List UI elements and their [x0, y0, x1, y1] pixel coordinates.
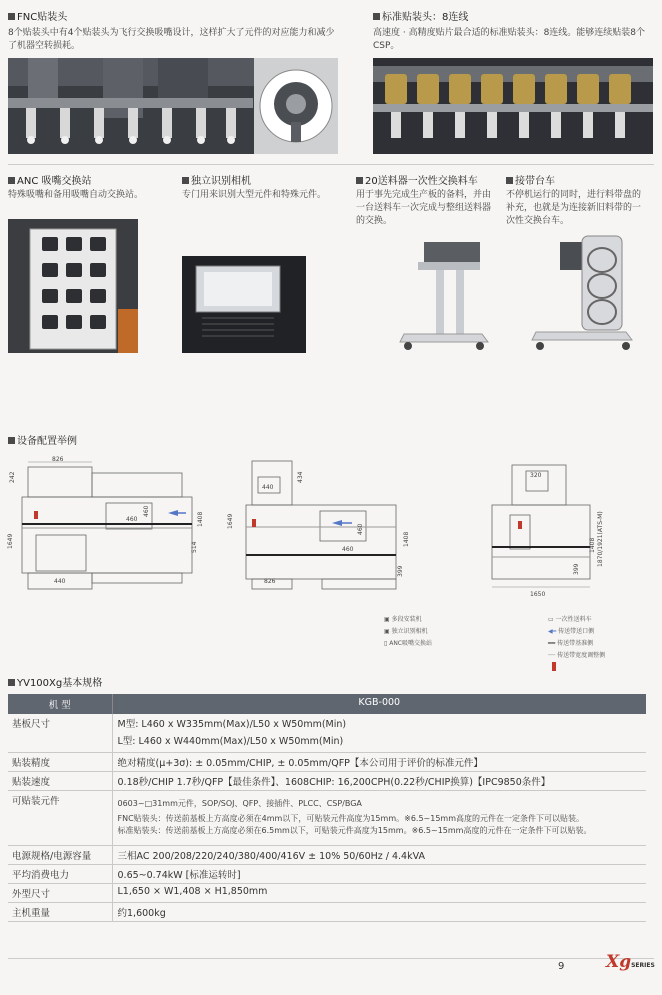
config-drawing-2 — [222, 455, 422, 600]
table-row — [8, 846, 646, 865]
fnc-title: FNC贴装头 — [8, 11, 67, 24]
splice-cart-desc: 不停机运行的同时，进行料带盘的补充，也就是为连接新旧料带的一次性交换台车。 — [506, 190, 642, 226]
bullet-square-icon — [8, 679, 15, 686]
row-value — [112, 714, 646, 753]
table-row — [8, 772, 646, 791]
table-row — [8, 865, 646, 884]
dim-label: 460 — [342, 546, 354, 553]
header-label: 机 型 — [8, 694, 112, 714]
series-logo — [606, 952, 655, 972]
table-row — [8, 714, 646, 753]
dim-label: 1649 — [7, 533, 14, 549]
table-row — [8, 903, 646, 922]
row-label: 电源规格/电源容量 — [8, 846, 112, 865]
feeder-cart-title: 20送料器一次性交换料车 — [356, 175, 478, 188]
dim-label: 460 — [126, 516, 138, 523]
table-row — [8, 791, 646, 846]
dim-label: 399 — [573, 563, 580, 575]
divider — [8, 164, 654, 165]
row-value — [112, 791, 646, 846]
bullet-square-icon — [182, 177, 189, 184]
fnc-desc: 8个贴装头中有4个贴装头为飞行交换吸嘴设计，这样扩大了元件的对应能力和减少了机器空转损耗。 — [8, 28, 335, 51]
dim-label: 514 — [191, 541, 198, 553]
dim-label: 1408 — [403, 531, 410, 547]
spec-title: YV100Xg基本规格 — [8, 677, 102, 690]
legend-item: ▭ 一次性送料车 — [548, 616, 592, 623]
fnc-head-photo — [8, 58, 338, 154]
legend-item: ▣ 多段安装机 — [384, 616, 422, 623]
red-marker-icon — [552, 662, 556, 671]
legend-item: ▯ ANC吸嘴交换站 — [384, 640, 433, 647]
camera-desc: 专门用来识别大型元件和特殊元件。 — [182, 190, 327, 200]
footer-divider — [8, 958, 654, 959]
config-drawing-3 — [472, 455, 652, 600]
camera-title: 独立识别相机 — [182, 175, 251, 188]
row-value: 0.65~0.74kW [标准运转时] — [112, 865, 646, 884]
bullet-square-icon — [506, 177, 513, 184]
bullet-square-icon — [8, 177, 15, 184]
row-value: 绝对精度(μ+3σ): ± 0.05mm/CHIP, ± 0.05mm/QFP【本公司用于评价的标准元件】 — [112, 753, 646, 772]
row-value: L1,650 × W1,408 × H1,850mm — [112, 884, 646, 903]
row-label: 基板尺寸 — [8, 714, 112, 753]
legend-item: ━━ 传送带基准侧 — [548, 640, 594, 647]
row-label: 可贴装元件 — [8, 791, 112, 846]
camera-photo — [182, 256, 306, 353]
row-label: 贴装速度 — [8, 772, 112, 791]
row-label: 平均消费电力 — [8, 865, 112, 884]
row-value-line: 0603~□31mm元件，SOP/SOJ、QFP、接插件、PLCC、CSP/BGA — [117, 799, 362, 808]
header-value: KGB-000 — [112, 694, 646, 714]
dim-label: 826 — [264, 578, 276, 585]
std-head-desc: 高速度 · 高精度贴片最合适的标准贴装头：8连线。能够连续贴装8个CSP。 — [373, 28, 646, 51]
row-value-line: L型: L460 x W440mm(Max)/L50 x W50mm(Min) — [117, 736, 344, 747]
dim-label: 440 — [262, 484, 274, 491]
dim-label: 440 — [54, 578, 66, 585]
dim-label: 399 — [397, 565, 404, 577]
bullet-square-icon — [8, 13, 15, 20]
arrow-left-icon: ◀━ — [548, 628, 557, 635]
row-value: 三相AC 200/208/220/240/380/400/416V ± 10% 50/60Hz / 4.4kVA — [112, 846, 646, 865]
anc-desc: 特殊吸嘴和备用吸嘴自动交换站。 — [8, 190, 144, 200]
row-value-line: FNC贴装头：传送前基板上方高度必须在4mm以下，可贴装元件高度为15mm。※6.5~15mm高度的元件在一定条件下可以贴装。 — [117, 814, 585, 823]
row-value: 约1,600kg — [112, 903, 646, 922]
bullet-square-icon — [373, 13, 380, 20]
legend-item: ── 传送带宽度调整侧 — [548, 652, 606, 659]
dim-label: 460 — [143, 505, 150, 517]
dim-label: 826 — [52, 456, 64, 463]
table-row — [8, 753, 646, 772]
config-title: 设备配置举例 — [8, 435, 77, 448]
std-head-photo — [373, 58, 653, 154]
line-thin-icon: ── — [548, 652, 556, 659]
dim-label: 1870/1921(ATS-M) — [597, 511, 604, 567]
table-row — [8, 884, 646, 903]
anc-title: ANC 吸嘴交换站 — [8, 175, 91, 188]
row-label: 外型尺寸 — [8, 884, 112, 903]
config-drawing-1 — [8, 455, 208, 600]
dim-label: 434 — [297, 471, 304, 483]
row-value: 0.18秒/CHIP 1.7秒/QFP【最佳条件】、1608CHIP: 16,200CPH(0.22秒/CHIP换算)【IPC9850条件】 — [112, 772, 646, 791]
anc-station-photo — [8, 219, 138, 353]
dim-label: 1649 — [227, 513, 234, 529]
splice-cart-photo — [530, 230, 638, 354]
dim-label: 460 — [357, 523, 364, 535]
bullet-square-icon — [8, 437, 15, 444]
line-thick-icon: ━━ — [548, 640, 556, 647]
splice-cart-title: 接带台车 — [506, 175, 555, 188]
dim-label: 242 — [9, 471, 16, 483]
feeder-cart-desc: 用于事先完成生产板的备料，并由一台送料车一次完成与整组送料器的交换。 — [356, 190, 492, 226]
dim-label: 1650 — [530, 591, 546, 598]
brand-suffix: SERIES — [631, 962, 655, 969]
feeder-cart-photo — [396, 234, 492, 354]
row-label: 主机重量 — [8, 903, 112, 922]
bullet-square-icon — [356, 177, 363, 184]
dim-label: 320 — [530, 472, 542, 479]
page-number: 9 — [558, 961, 565, 972]
table-header-row — [8, 694, 646, 714]
legend-item: ▣ 独立识别相机 — [384, 628, 428, 635]
row-value-line: 标准贴装头：传送前基板上方高度必须在6.5mm以下，可贴装元件高度为15mm。※6.5~15mm高度的元件在一定条件下可以贴装。 — [117, 826, 592, 835]
dim-label: 1408 — [197, 511, 204, 527]
brand-mark: Xg — [606, 952, 632, 972]
row-label: 贴装精度 — [8, 753, 112, 772]
row-value-line: M型: L460 x W335mm(Max)/L50 x W50mm(Min) — [117, 719, 347, 730]
legend-item: ◀━ 传送带送口侧 — [548, 628, 595, 635]
dim-label: 1408 — [589, 537, 596, 553]
std-head-title: 标准贴装头：8连线 — [373, 11, 468, 24]
spec-table — [8, 694, 646, 922]
